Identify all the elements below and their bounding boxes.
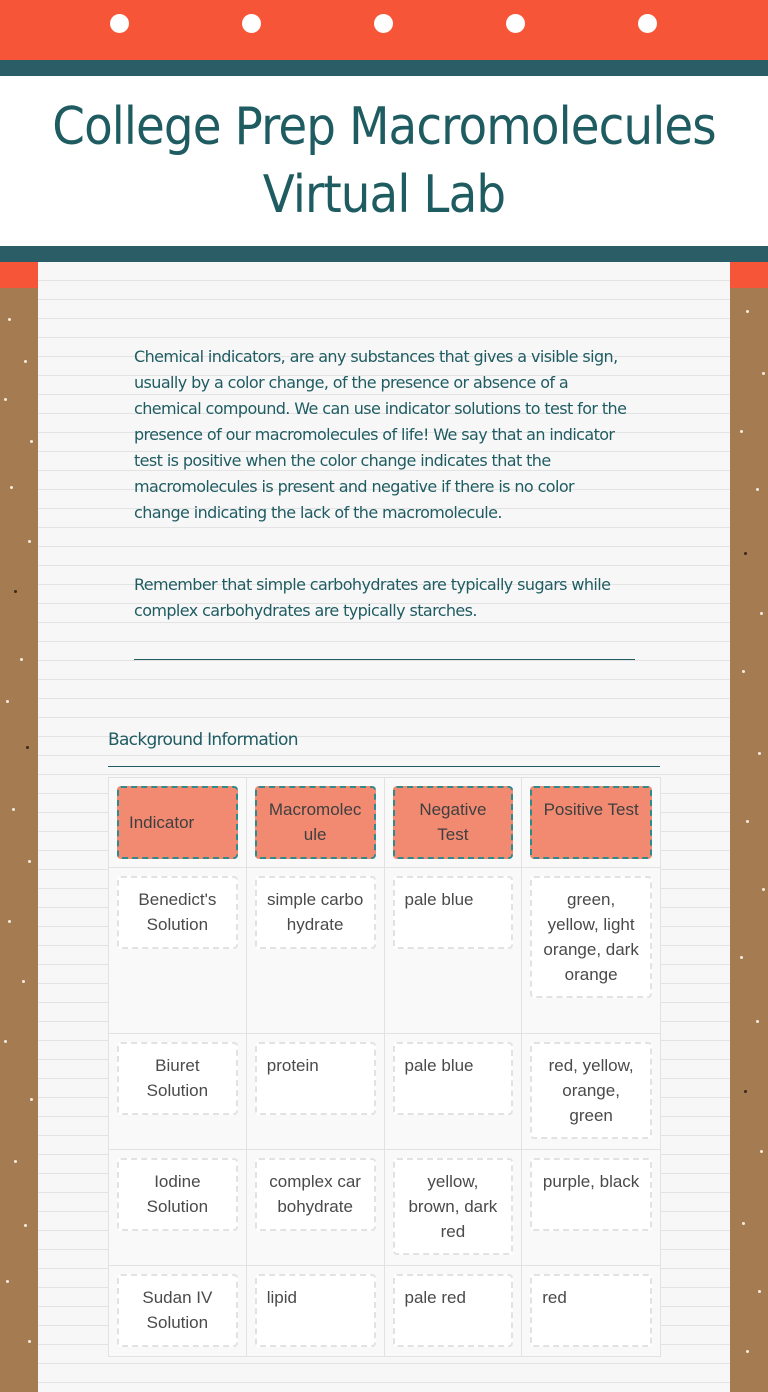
indicator-table bbox=[108, 777, 661, 1357]
table-row bbox=[109, 1266, 660, 1356]
table-header-cell: Negative Test bbox=[393, 786, 514, 859]
intro-paragraph: Chemical indicators, are any substances that gives a visible sign, usually by a color change, of the presence or absence of a chemical compound. We can use indicator solutions to test for the presence of our macromolecules of life! We say that an indicator test is positive when the color change indicates that the macromolecules is present and negative if there is no color change indicating the lack of the macromolecule. bbox=[134, 347, 627, 522]
section-title: Background Information bbox=[108, 730, 298, 750]
table-row bbox=[109, 1034, 660, 1150]
table-cell: red bbox=[530, 1274, 652, 1347]
intro-paragraph: Remember that simple carbohydrates are typically sugars while complex carbohydrates are typically starches. bbox=[134, 575, 611, 620]
worksheet-paper bbox=[38, 262, 730, 1392]
table-cell: simple carbohydrate bbox=[255, 876, 376, 949]
table-row bbox=[109, 1150, 660, 1266]
table-cell: complex carbohydrate bbox=[255, 1158, 376, 1231]
table-cell: yellow, brown, dark red bbox=[393, 1158, 514, 1255]
header-stripe bbox=[0, 246, 768, 262]
table-cell: pale red bbox=[393, 1274, 514, 1347]
table-cell: Benedict's Solution bbox=[117, 876, 238, 949]
table-row bbox=[109, 868, 660, 1034]
table-cell: green, yellow, light orange, dark orange bbox=[530, 876, 652, 998]
page-title: College Prep Macromolecules Virtual Lab bbox=[52, 97, 716, 225]
intro-text bbox=[134, 344, 630, 624]
table-header-cell: Indicator bbox=[117, 786, 238, 859]
table-cell: protein bbox=[255, 1042, 376, 1115]
table-header-row bbox=[109, 778, 660, 868]
binder-ring-icon bbox=[242, 14, 261, 33]
title-area bbox=[0, 76, 768, 246]
table-cell: red, yellow, orange, green bbox=[530, 1042, 652, 1139]
binder-ring-icon bbox=[374, 14, 393, 33]
table-cell: lipid bbox=[255, 1274, 376, 1347]
table-cell: Sudan IV Solution bbox=[117, 1274, 238, 1347]
binder-ring-icon bbox=[110, 14, 129, 33]
binder-ring-icon bbox=[638, 14, 657, 33]
table-header-cell: Macromolecule bbox=[255, 786, 376, 859]
divider bbox=[108, 766, 660, 767]
table-cell: pale blue bbox=[393, 1042, 514, 1115]
table-cell: pale blue bbox=[393, 876, 514, 949]
table-header-cell: Positive Test bbox=[530, 786, 652, 859]
table-cell: Biuret Solution bbox=[117, 1042, 238, 1115]
top-banner bbox=[0, 0, 768, 60]
header-stripe bbox=[0, 60, 768, 76]
table-cell: Iodine Solution bbox=[117, 1158, 238, 1231]
divider bbox=[134, 659, 635, 660]
table-cell: purple, black bbox=[530, 1158, 652, 1231]
binder-ring-icon bbox=[506, 14, 525, 33]
